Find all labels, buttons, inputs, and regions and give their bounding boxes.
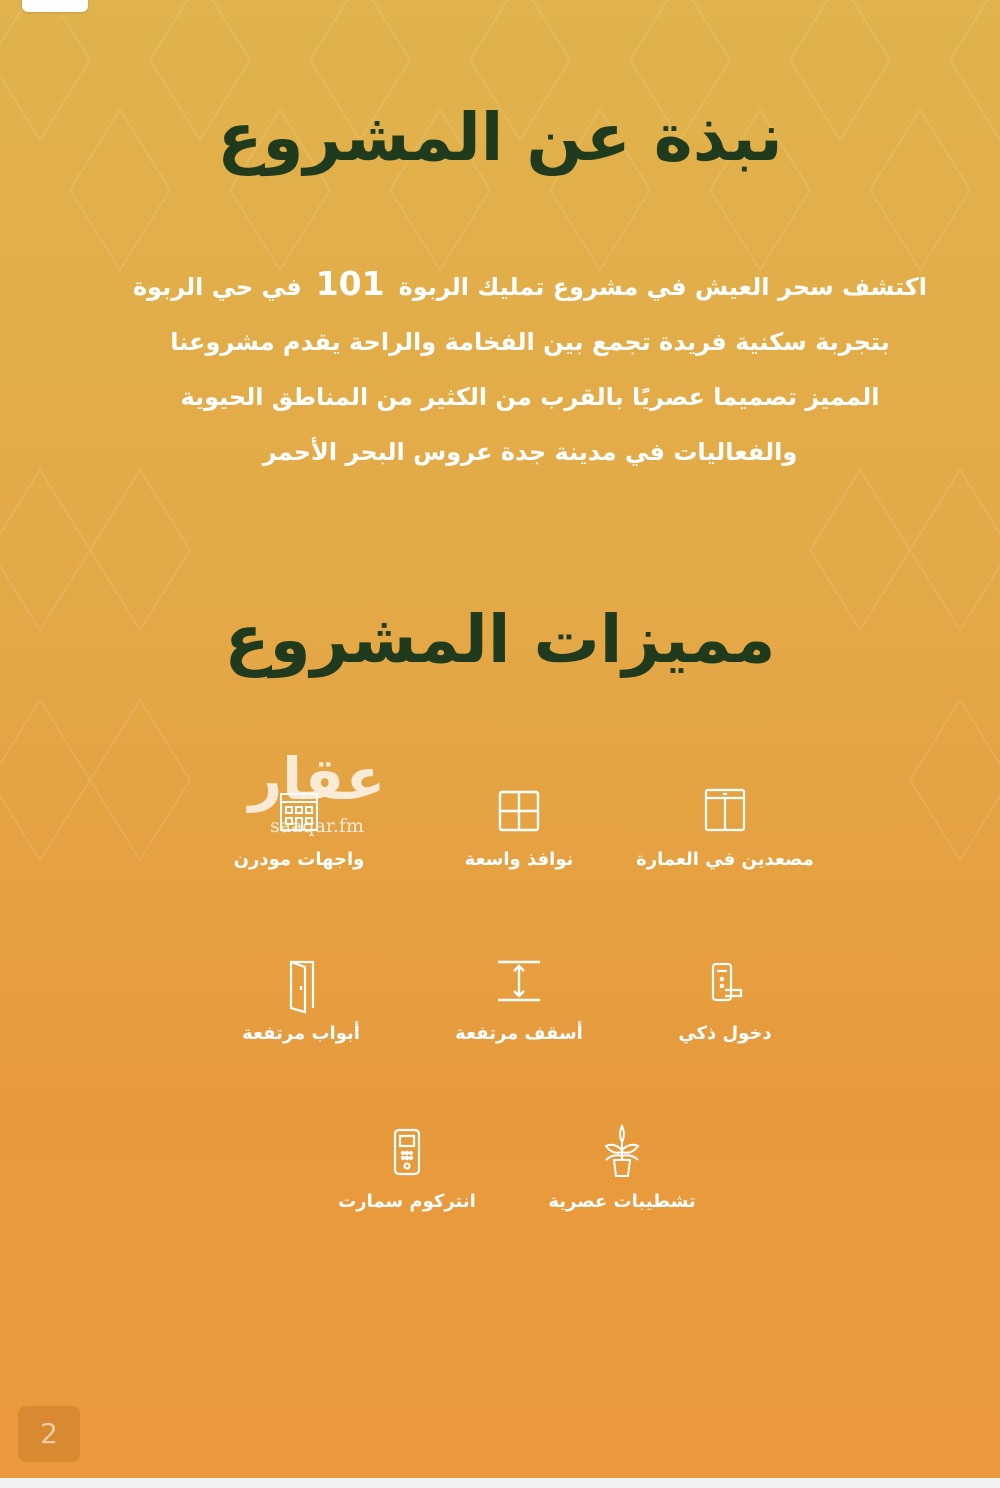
top-tab: [22, 0, 88, 12]
feature-label: أسقف مرتفعة: [455, 1023, 583, 1044]
high-ceiling-icon: [489, 954, 549, 1014]
window-icon: [489, 780, 549, 840]
smart-lock-icon: [695, 954, 755, 1014]
feature-smart-intercom: [302, 1122, 512, 1214]
feature-label: تشطيبات عصرية: [548, 1191, 696, 1212]
feature-label: نوافذ واسعة: [464, 849, 574, 870]
features-title: مميزات المشروع: [224, 601, 776, 678]
about-line-1-part-1: اكتشف سحر العيش في مشروع تمليك الربوة: [398, 273, 927, 301]
about-line-4: والفعاليات في مدينة جدة عروس البحر الأحمر: [262, 438, 798, 466]
feature-elevators: [620, 780, 830, 872]
watermark-logo: عقار: [248, 745, 386, 813]
watermark: [232, 744, 402, 844]
feature-high-ceilings: [414, 954, 624, 1046]
about-line-1: [120, 256, 940, 315]
feature-label: أبواب مرتفعة: [242, 1023, 360, 1044]
project-number: 101: [315, 264, 385, 303]
feature-modern-finishes: [517, 1122, 727, 1214]
feature-smart-entry: [620, 954, 830, 1046]
about-paragraph: [120, 256, 940, 480]
plant-icon: [592, 1122, 652, 1182]
elevator-icon: [695, 780, 755, 840]
feature-label: واجهات مودرن: [233, 849, 365, 870]
feature-windows: [414, 780, 624, 872]
page-number: 2: [18, 1406, 80, 1462]
bottom-bar: [0, 1478, 1000, 1488]
watermark-url: saaqar.fm: [270, 815, 364, 837]
about-line-3: المميز تصميما عصريًا بالقرب من الكثير من المناطق الحيوية: [180, 383, 880, 411]
door-icon: [271, 954, 331, 1014]
feature-label: دخول ذكي: [678, 1023, 772, 1044]
feature-label: انتركوم سمارت: [338, 1191, 476, 1212]
feature-label: مصعدين في العمارة: [636, 849, 814, 870]
feature-high-doors: [196, 954, 406, 1046]
intercom-icon: [377, 1122, 437, 1182]
about-line-2: بتجربة سكنية فريدة تجمع بين الفخامة والراحة يقدم مشروعنا: [170, 328, 890, 356]
about-line-1-part-2: في حي الربوة: [133, 273, 302, 301]
about-title: نبذة عن المشروع: [217, 99, 783, 176]
